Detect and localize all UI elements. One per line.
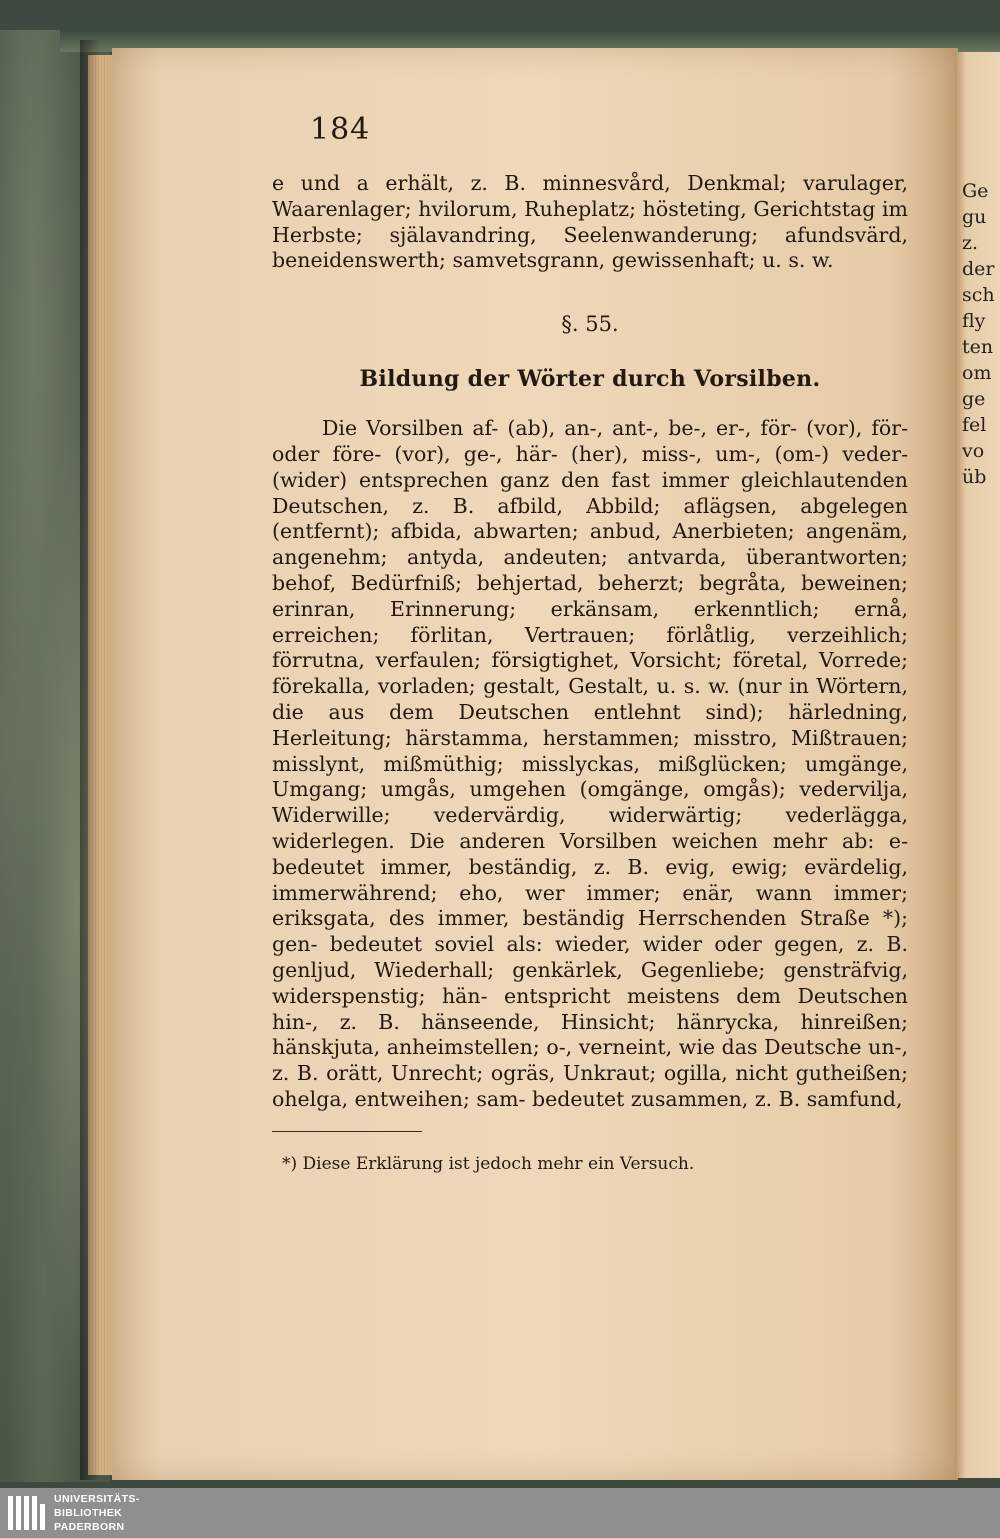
facing-page-text [962, 178, 1000, 490]
logo-bar [40, 1504, 45, 1530]
logo-bar [8, 1496, 13, 1530]
library-name-line3: PADERBORN [54, 1521, 125, 1533]
footnote-rule [272, 1131, 422, 1132]
facing-page-fragment: z. [962, 232, 979, 254]
page-number: 184 [310, 112, 371, 147]
facing-page-fragment: der [962, 258, 995, 280]
library-logo-icon [6, 1494, 48, 1532]
logo-bar [16, 1496, 21, 1530]
facing-page-fragment: Ge [962, 180, 989, 202]
facing-page-fragment: ge [962, 388, 986, 410]
footnote: *) Diese Erklärung ist jedoch mehr ein Versuch. [282, 1153, 695, 1174]
facing-page-fragment: üb [962, 466, 987, 488]
section-heading: Bildung der Wörter durch Vorsilben. [359, 366, 821, 393]
facing-page-fragment: om [962, 362, 992, 384]
library-name [54, 1492, 140, 1534]
facing-page-fragment: sch [962, 284, 995, 306]
logo-bar [32, 1496, 37, 1530]
facing-page-fragment: fel [962, 414, 987, 436]
library-footer [0, 1488, 1000, 1538]
page-content [272, 112, 908, 1174]
main-paragraph [272, 416, 908, 1113]
library-name-line2: BIBLIOTHEK [54, 1507, 123, 1519]
library-name-line1: UNIVERSITÄTS- [54, 1493, 140, 1505]
facing-page-fragment: ten [962, 336, 994, 358]
facing-page-fragment: gu [962, 206, 987, 228]
logo-bar [24, 1496, 29, 1530]
facing-page-fragment: fly [962, 310, 986, 332]
section-number: §. 55. [561, 312, 619, 337]
intro-paragraph: e und a erhält, z. B. minnesvård, Denkmal; varulager, Waarenlager; hvilorum, Ruheplatz; hösteting, Gerichtstag im Herbste; själavandring, Seelenwanderung; afundsvärd, beneidenswerth; samvetsgrann, gewissenhaft; u. s. w. [272, 171, 908, 273]
main-paragraph-text: Die Vorsilben af- (ab), an-, ant-, be-, er-, för- (vor), för- oder före- (vor), ge-, här- (her), miss-, um-, (om-) veder- (wider) entsprechen ganz den fast immer gleichlautenden Deutschen, z. B. afbild, Abbild; aflägsen, abgelegen (entfernt); afbida, abwarten; anbud, Anerbieten; angenäm, angenehm; antyda, andeuten; antvarda, überantworten; behof, Bedürfniß; behjertad, beherzt; begråta, beweinen; erinran, Erinnerung; erkänsam, erkenntlich; ernå, erreichen; förlitan, Vertrauen; förlåtlig, verzeihlich; förrutna, verfaulen; försigtighet, Vorsicht; företal, Vorrede; förekalla, vorladen; gestalt, Gestalt, u. s. w. (nur in Wörtern, die aus dem Deutschen entlehnt sind); härledning, Herleitung; härstamma, herstammen; misstro, Mißtrauen; misslynt, mißmüthig; misslyckas, mißglücken; umgänge, Umgang; umgås, umgehen (omgänge, omgås); vedervilja, Widerwille; vedervärdig, widerwärtig; vederlägga, widerlegen. Die anderen Vorsilben weichen mehr ab: e- bedeutet immer, beständig, z. B. evig, ewig; evärdelig, immerwährend; eho, wer immer; enär, wann immer; eriksgata, des immer, beständig Herrschenden Straße *); gen- bedeutet soviel als: wieder, wider oder gegen, z. B. genljud, Wiederhall; genkärlek, Gegenliebe; gensträfvig, widerspenstig; hän- entspricht meistens dem Deutschen hin-, z. B. hänseende, Hinsicht; hänrycka, hinreißen; hänskjuta, anheimstellen; o-, verneint, wie das Deutsche un-, z. B. orätt, Unrecht; ogräs, Unkraut; ogilla, nicht gutheißen; ohelga, entweihen; sam- bedeutet zusammen, z. B. samfund, [272, 416, 908, 1111]
facing-page-fragment: vo [962, 440, 985, 462]
spine-shadow [80, 40, 100, 1480]
